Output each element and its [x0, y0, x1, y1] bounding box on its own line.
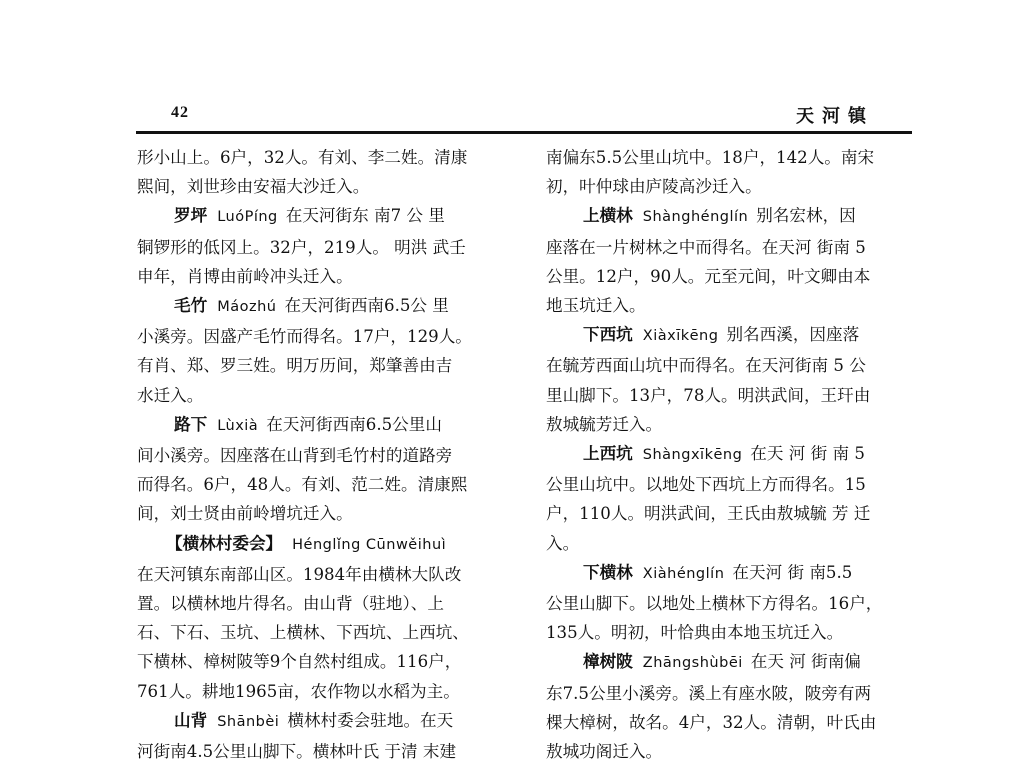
line-text: 横林村委会驻地。在天	[287, 710, 454, 730]
entry-pinyin: LuóPíng	[217, 209, 278, 226]
text-line	[546, 410, 918, 439]
line-text: 棵大樟树，故名。4户，32人。清朝，叶氏由	[546, 712, 877, 732]
entry-pinyin: Hénglǐng Cūnwěihuì	[292, 536, 447, 553]
entry-name: 【横林村委会】	[166, 533, 283, 553]
line-text: 在天河街西南6.5公里山	[266, 414, 442, 434]
line-text: 在天河街西南6.5公 里	[284, 296, 449, 316]
line-text: 东7.5公里小溪旁。溪上有座水陂，陂旁有两	[546, 683, 872, 703]
line-text: 在天 河 街南偏	[750, 652, 861, 672]
line-text: 申年，肖博由前岭冲头迁入。	[137, 266, 353, 286]
entry-name: 路下	[174, 414, 208, 434]
text-line	[546, 291, 918, 320]
line-text: 石、下石、玉坑、上横林、下西坑、上西坑、	[137, 623, 469, 643]
line-text: 铜锣形的低冈上。32户，219人。 明洪 武壬	[137, 237, 466, 257]
entry-pinyin: Xiàhénglín	[642, 565, 725, 582]
entry-name: 上西坑	[583, 444, 633, 464]
line-text: 地玉坑迁入。	[546, 296, 646, 316]
line-text: 公里山脚下。以地处上横林下方得名。16户，	[546, 594, 883, 614]
line-text: 入。	[546, 533, 580, 553]
entry-heading-line	[546, 320, 918, 351]
text-line	[546, 499, 918, 528]
line-text: 而得名。6户，48人。有刘、范二姓。清康熙	[137, 475, 468, 495]
entry-name: 下横林	[583, 562, 633, 582]
line-text: 间小溪旁。因座落在山背到毛竹村的道路旁	[137, 446, 453, 466]
line-text: 初，叶仲球由庐陵高沙迁入。	[546, 177, 762, 197]
text-line	[546, 143, 918, 172]
text-line	[546, 737, 918, 766]
entry-heading-line	[137, 529, 514, 560]
entry-heading-line	[546, 201, 918, 232]
entry-pinyin: Máozhú	[217, 299, 277, 316]
entry-name: 毛竹	[174, 296, 208, 316]
text-line	[137, 143, 514, 172]
line-text: 间，刘士贤由前岭增坑迁入。	[137, 504, 353, 524]
text-line	[137, 322, 514, 351]
line-text: 在毓芳西面山坑中而得名。在天河街南 5 公	[546, 356, 866, 376]
entry-name: 樟树陂	[583, 652, 633, 672]
running-title: 天河镇	[796, 106, 874, 127]
text-line	[546, 233, 918, 262]
entry-name: 下西坑	[583, 325, 633, 345]
entry-heading-line	[137, 291, 514, 322]
text-line	[137, 499, 514, 528]
line-text: 135人。明初，叶恰典由本地玉坑迁入。	[546, 623, 844, 643]
text-line	[137, 677, 514, 706]
text-line	[546, 381, 918, 410]
line-text: 在天 河 街 南 5	[750, 444, 865, 464]
line-text: 有肖、郑、罗三姓。明万历间，郑肇善由吉	[137, 356, 453, 376]
entry-heading-line	[546, 558, 918, 589]
text-line	[546, 262, 918, 291]
line-text: 在天河 街 南5.5	[732, 562, 853, 582]
line-text: 敖城功阁迁入。	[546, 742, 663, 762]
line-text: 水迁入。	[137, 385, 204, 405]
line-text: 公里山坑中。以地处下西坑上方而得名。15	[546, 475, 866, 495]
line-text: 熙间，刘世珍由安福大沙迁入。	[137, 177, 370, 197]
entry-name: 罗坪	[174, 206, 208, 226]
entry-heading-line	[546, 647, 918, 678]
text-line	[137, 647, 514, 676]
line-text: 座落在一片树林之中而得名。在天河 街南 5	[546, 237, 866, 257]
entry-heading-line	[137, 706, 514, 737]
line-text: 公里。12户，90人。元至元间，叶文卿由本	[546, 266, 871, 286]
text-line	[546, 589, 918, 618]
entry-pinyin: Shānbèi	[217, 713, 280, 730]
line-text: 里山脚下。13户，78人。明洪武间，王玕由	[546, 385, 871, 405]
text-line	[137, 618, 514, 647]
line-text: 置。以横林地片得名。由山背（驻地）、上	[137, 594, 444, 614]
entry-name: 山背	[174, 710, 208, 730]
line-text: 形小山上。6户，32人。有刘、李二姓。清康	[137, 148, 468, 167]
header-rule	[136, 131, 912, 134]
text-line	[546, 470, 918, 499]
entry-heading-line	[137, 201, 514, 232]
text-line	[137, 262, 514, 291]
line-text: 小溪旁。因盛产毛竹而得名。17户，129人。	[137, 327, 472, 347]
text-line	[137, 172, 514, 201]
entry-pinyin: Shàngxīkēng	[642, 447, 743, 464]
text-line	[137, 589, 514, 618]
entry-name: 上横林	[583, 206, 633, 226]
text-line	[137, 470, 514, 499]
text-line	[137, 560, 514, 589]
line-text: 别名宏林，因	[756, 206, 856, 226]
page-number: 42	[171, 104, 189, 121]
entry-heading-line	[137, 410, 514, 441]
text-line	[137, 351, 514, 380]
line-text: 在天河镇东南部山区。1984年由横林大队改	[137, 564, 462, 584]
text-line	[546, 679, 918, 708]
line-text: 761人。耕地1965亩，农作物以水稻为主。	[137, 681, 460, 701]
line-text: 南偏东5.5公里山坑中。18户，142人。南宋	[546, 148, 875, 167]
line-text: 户，110人。明洪武间，王氏由敖城毓 芳 迁	[546, 504, 871, 524]
line-text: 别名西溪，因座落	[726, 325, 860, 345]
entry-pinyin: Xiàxīkēng	[642, 328, 719, 345]
line-text: 在天河街东 南7 公 里	[285, 206, 445, 226]
text-line	[137, 737, 514, 766]
entry-heading-line	[546, 439, 918, 470]
text-line	[137, 381, 514, 410]
text-line	[546, 172, 918, 201]
text-line	[546, 708, 918, 737]
text-line	[546, 351, 918, 380]
left-column	[137, 143, 514, 766]
text-line	[137, 441, 514, 470]
entry-pinyin: Lùxià	[217, 417, 259, 434]
right-column	[546, 143, 918, 766]
text-line	[137, 233, 514, 262]
line-text: 河街南4.5公里山脚下。横林叶氏 于清 末建	[137, 742, 457, 762]
entry-pinyin: Zhāngshùbēi	[642, 655, 743, 672]
line-text: 敖城毓芳迁入。	[546, 414, 663, 434]
line-text: 下横林、樟树陂等9个自然村组成。116户，	[137, 652, 462, 672]
text-line	[546, 618, 918, 647]
entry-pinyin: Shànghénglín	[642, 209, 749, 226]
text-line	[546, 529, 918, 558]
